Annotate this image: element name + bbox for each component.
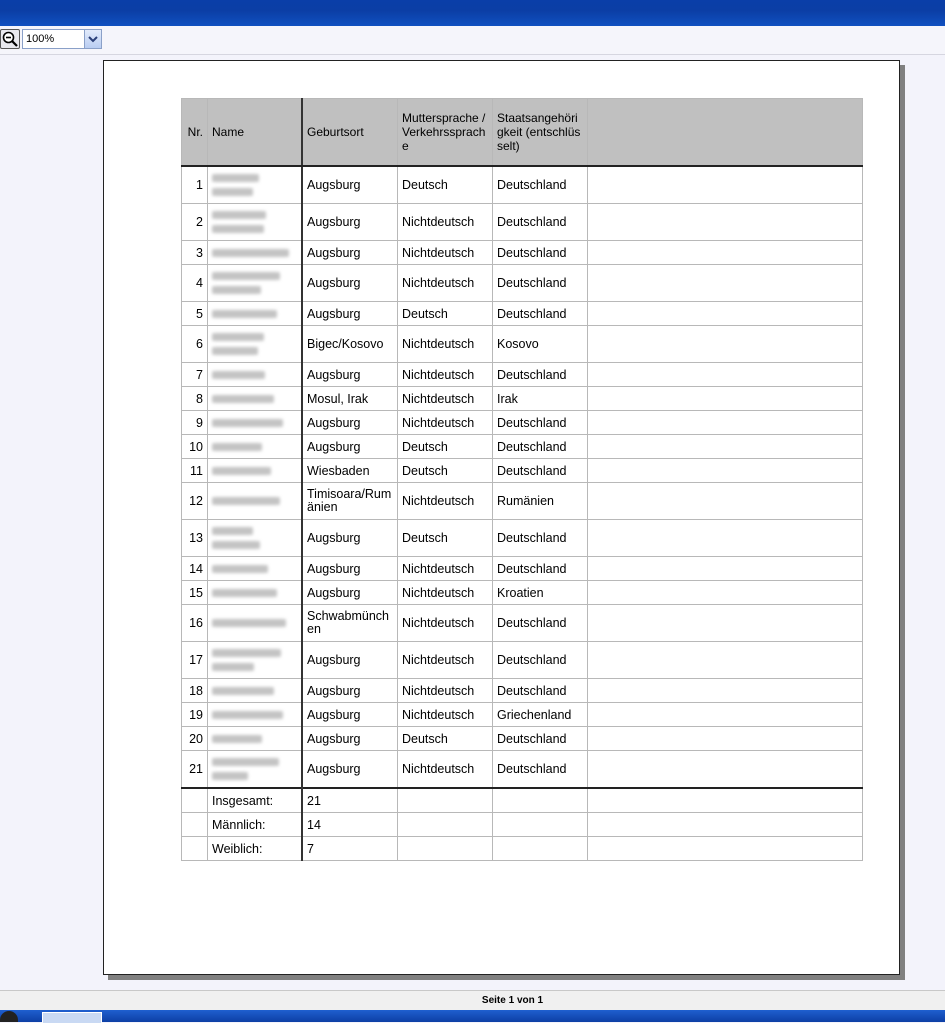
cell-extra xyxy=(588,605,863,642)
window-title-bar xyxy=(0,0,945,26)
table-row xyxy=(182,411,863,435)
cell-extra xyxy=(588,302,863,326)
table-row xyxy=(182,642,863,679)
zoom-level-value: 100% xyxy=(26,33,55,45)
taskbar xyxy=(0,1010,945,1022)
cell-geburtsort: Augsburg xyxy=(302,204,398,241)
cell-name-redacted xyxy=(208,727,303,751)
start-button[interactable] xyxy=(0,1011,18,1022)
cell-name-redacted xyxy=(208,363,303,387)
cell-extra xyxy=(588,265,863,302)
total-value: 14 xyxy=(302,813,398,837)
cell-extra xyxy=(588,326,863,363)
cell-nr: 9 xyxy=(182,411,208,435)
cell-geburtsort: Augsburg xyxy=(302,166,398,204)
cell-name-redacted xyxy=(208,411,303,435)
table-row xyxy=(182,605,863,642)
table-row xyxy=(182,520,863,557)
total-value: 21 xyxy=(302,788,398,813)
table-row xyxy=(182,387,863,411)
cell-extra xyxy=(588,387,863,411)
cell-staatsangehoerigkeit: Deutschland xyxy=(493,204,588,241)
header-staatsangehoerigkeit: Staatsangehörigkeit (entschlüsselt) xyxy=(493,99,588,167)
cell-muttersprache: Nichtdeutsch xyxy=(398,326,493,363)
zoom-level-select[interactable] xyxy=(22,29,102,49)
cell-geburtsort: Augsburg xyxy=(302,363,398,387)
cell-nr: 18 xyxy=(182,679,208,703)
cell-staatsangehoerigkeit: Deutschland xyxy=(493,241,588,265)
cell-name-redacted xyxy=(208,459,303,483)
cell-muttersprache: Nichtdeutsch xyxy=(398,265,493,302)
report-page xyxy=(103,60,900,975)
table-row xyxy=(182,326,863,363)
cell-geburtsort: Augsburg xyxy=(302,265,398,302)
cell-empty xyxy=(588,837,863,861)
cell-muttersprache: Nichtdeutsch xyxy=(398,703,493,727)
cell-empty xyxy=(182,788,208,813)
cell-nr: 8 xyxy=(182,387,208,411)
cell-extra xyxy=(588,703,863,727)
cell-geburtsort: Mosul, Irak xyxy=(302,387,398,411)
cell-nr: 17 xyxy=(182,642,208,679)
cell-geburtsort: Augsburg xyxy=(302,435,398,459)
cell-muttersprache: Nichtdeutsch xyxy=(398,363,493,387)
cell-staatsangehoerigkeit: Deutschland xyxy=(493,459,588,483)
header-extra xyxy=(588,99,863,167)
table-row xyxy=(182,679,863,703)
cell-extra xyxy=(588,751,863,789)
cell-muttersprache: Nichtdeutsch xyxy=(398,204,493,241)
total-label: Männlich: xyxy=(208,813,303,837)
cell-empty xyxy=(588,813,863,837)
cell-nr: 21 xyxy=(182,751,208,789)
header-nr: Nr. xyxy=(182,99,208,167)
cell-staatsangehoerigkeit: Deutschland xyxy=(493,411,588,435)
total-label: Weiblich: xyxy=(208,837,303,861)
cell-name-redacted xyxy=(208,483,303,520)
cell-muttersprache: Nichtdeutsch xyxy=(398,679,493,703)
cell-muttersprache: Deutsch xyxy=(398,459,493,483)
cell-muttersprache: Nichtdeutsch xyxy=(398,557,493,581)
cell-empty xyxy=(182,813,208,837)
cell-name-redacted xyxy=(208,581,303,605)
cell-extra xyxy=(588,166,863,204)
cell-extra xyxy=(588,241,863,265)
table-row xyxy=(182,204,863,241)
cell-staatsangehoerigkeit: Rumänien xyxy=(493,483,588,520)
cell-empty xyxy=(398,837,493,861)
total-label: Insgesamt: xyxy=(208,788,303,813)
cell-nr: 5 xyxy=(182,302,208,326)
cell-name-redacted xyxy=(208,265,303,302)
cell-geburtsort: Augsburg xyxy=(302,520,398,557)
document-viewport[interactable] xyxy=(0,55,945,975)
cell-extra xyxy=(588,459,863,483)
header-name: Name xyxy=(208,99,303,167)
cell-nr: 6 xyxy=(182,326,208,363)
cell-name-redacted xyxy=(208,387,303,411)
cell-name-redacted xyxy=(208,703,303,727)
zoom-out-button[interactable] xyxy=(0,29,20,49)
cell-staatsangehoerigkeit: Kosovo xyxy=(493,326,588,363)
cell-name-redacted xyxy=(208,241,303,265)
cell-geburtsort: Augsburg xyxy=(302,557,398,581)
cell-name-redacted xyxy=(208,166,303,204)
cell-staatsangehoerigkeit: Deutschland xyxy=(493,751,588,789)
cell-staatsangehoerigkeit: Deutschland xyxy=(493,679,588,703)
total-row xyxy=(182,837,863,861)
cell-extra xyxy=(588,204,863,241)
cell-muttersprache: Nichtdeutsch xyxy=(398,642,493,679)
cell-name-redacted xyxy=(208,751,303,789)
cell-geburtsort: Augsburg xyxy=(302,241,398,265)
cell-nr: 12 xyxy=(182,483,208,520)
cell-name-redacted xyxy=(208,326,303,363)
cell-extra xyxy=(588,411,863,435)
cell-nr: 1 xyxy=(182,166,208,204)
cell-extra xyxy=(588,520,863,557)
page-indicator: Seite 1 von 1 xyxy=(481,995,544,1006)
cell-nr: 14 xyxy=(182,557,208,581)
cell-muttersprache: Nichtdeutsch xyxy=(398,387,493,411)
cell-extra xyxy=(588,483,863,520)
cell-staatsangehoerigkeit: Deutschland xyxy=(493,435,588,459)
cell-extra xyxy=(588,642,863,679)
cell-staatsangehoerigkeit: Kroatien xyxy=(493,581,588,605)
chevron-down-icon xyxy=(85,30,101,48)
cell-geburtsort: Augsburg xyxy=(302,581,398,605)
cell-staatsangehoerigkeit: Deutschland xyxy=(493,265,588,302)
cell-muttersprache: Deutsch xyxy=(398,166,493,204)
cell-nr: 7 xyxy=(182,363,208,387)
cell-empty xyxy=(182,837,208,861)
cell-empty xyxy=(398,788,493,813)
cell-nr: 19 xyxy=(182,703,208,727)
cell-name-redacted xyxy=(208,679,303,703)
cell-staatsangehoerigkeit: Deutschland xyxy=(493,727,588,751)
cell-extra xyxy=(588,581,863,605)
table-row xyxy=(182,166,863,204)
table-row xyxy=(182,363,863,387)
cell-nr: 20 xyxy=(182,727,208,751)
cell-staatsangehoerigkeit: Deutschland xyxy=(493,642,588,679)
cell-geburtsort: Augsburg xyxy=(302,727,398,751)
cell-nr: 3 xyxy=(182,241,208,265)
table-row xyxy=(182,581,863,605)
table-row xyxy=(182,703,863,727)
cell-muttersprache: Deutsch xyxy=(398,302,493,326)
cell-nr: 4 xyxy=(182,265,208,302)
cell-geburtsort: Bigec/Kosovo xyxy=(302,326,398,363)
cell-muttersprache: Deutsch xyxy=(398,520,493,557)
cell-extra xyxy=(588,557,863,581)
header-geburtsort: Geburtsort xyxy=(302,99,398,167)
cell-geburtsort: Wiesbaden xyxy=(302,459,398,483)
cell-staatsangehoerigkeit: Deutschland xyxy=(493,557,588,581)
cell-staatsangehoerigkeit: Deutschland xyxy=(493,166,588,204)
cell-geburtsort: Timisoara/Rumänien xyxy=(302,483,398,520)
cell-name-redacted xyxy=(208,642,303,679)
cell-name-redacted xyxy=(208,302,303,326)
cell-empty xyxy=(493,788,588,813)
table-row xyxy=(182,483,863,520)
cell-geburtsort: Augsburg xyxy=(302,679,398,703)
cell-muttersprache: Nichtdeutsch xyxy=(398,605,493,642)
status-bar xyxy=(0,990,945,1011)
taskbar-app-button[interactable] xyxy=(42,1012,102,1023)
cell-muttersprache: Nichtdeutsch xyxy=(398,411,493,435)
cell-name-redacted xyxy=(208,435,303,459)
table-row xyxy=(182,302,863,326)
cell-extra xyxy=(588,679,863,703)
cell-name-redacted xyxy=(208,605,303,642)
toolbar xyxy=(0,26,945,55)
cell-extra xyxy=(588,363,863,387)
cell-geburtsort: Augsburg xyxy=(302,411,398,435)
total-row xyxy=(182,788,863,813)
cell-empty xyxy=(493,837,588,861)
cell-muttersprache: Deutsch xyxy=(398,435,493,459)
cell-muttersprache: Nichtdeutsch xyxy=(398,483,493,520)
cell-staatsangehoerigkeit: Deutschland xyxy=(493,605,588,642)
table-row xyxy=(182,557,863,581)
cell-staatsangehoerigkeit: Deutschland xyxy=(493,520,588,557)
total-value: 7 xyxy=(302,837,398,861)
table-row xyxy=(182,459,863,483)
cell-empty xyxy=(398,813,493,837)
cell-nr: 13 xyxy=(182,520,208,557)
cell-nr: 10 xyxy=(182,435,208,459)
cell-geburtsort: Schwabmünchen xyxy=(302,605,398,642)
cell-muttersprache: Nichtdeutsch xyxy=(398,751,493,789)
table-row xyxy=(182,727,863,751)
table-row xyxy=(182,435,863,459)
cell-geburtsort: Augsburg xyxy=(302,703,398,727)
magnifier-minus-icon xyxy=(1,30,19,48)
cell-empty xyxy=(588,788,863,813)
cell-geburtsort: Augsburg xyxy=(302,751,398,789)
cell-name-redacted xyxy=(208,557,303,581)
table-row xyxy=(182,265,863,302)
cell-staatsangehoerigkeit: Deutschland xyxy=(493,302,588,326)
cell-nr: 11 xyxy=(182,459,208,483)
cell-geburtsort: Augsburg xyxy=(302,302,398,326)
cell-muttersprache: Deutsch xyxy=(398,727,493,751)
cell-staatsangehoerigkeit: Irak xyxy=(493,387,588,411)
cell-extra xyxy=(588,435,863,459)
cell-geburtsort: Augsburg xyxy=(302,642,398,679)
cell-staatsangehoerigkeit: Griechenland xyxy=(493,703,588,727)
cell-empty xyxy=(493,813,588,837)
cell-nr: 15 xyxy=(182,581,208,605)
header-muttersprache: Muttersprache / Verkehrssprache xyxy=(398,99,493,167)
cell-extra xyxy=(588,727,863,751)
cell-nr: 2 xyxy=(182,204,208,241)
total-row xyxy=(182,813,863,837)
cell-name-redacted xyxy=(208,520,303,557)
table-header-row xyxy=(182,99,863,167)
cell-name-redacted xyxy=(208,204,303,241)
cell-nr: 16 xyxy=(182,605,208,642)
dropdown-arrow[interactable] xyxy=(84,30,101,48)
cell-muttersprache: Nichtdeutsch xyxy=(398,581,493,605)
table-row xyxy=(182,241,863,265)
student-table xyxy=(181,98,863,861)
table-row xyxy=(182,751,863,789)
cell-muttersprache: Nichtdeutsch xyxy=(398,241,493,265)
cell-staatsangehoerigkeit: Deutschland xyxy=(493,363,588,387)
